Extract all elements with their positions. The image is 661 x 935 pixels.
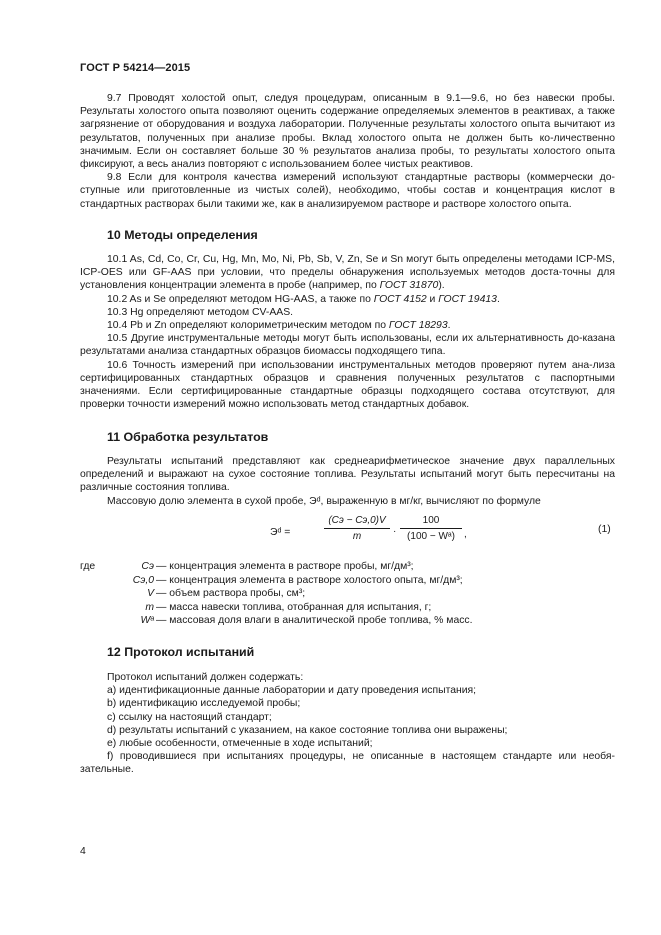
formula-numerator-1: (Cэ − Cэ,0)V xyxy=(328,515,386,526)
section-11-title: 11 Обработка результатов xyxy=(107,430,269,444)
list-item: b) идентификацию исследуемой пробы; xyxy=(107,698,301,710)
formula-dot: · xyxy=(393,526,397,537)
legend-text: — масса навески топлива, отобранная для испытания, г; xyxy=(156,601,432,613)
legend-text: — концентрация элемента в растворе холостого опыта, мг/дм³; xyxy=(156,574,463,586)
paragraph-10-6: 10.6 Точность измерений при использовании инструментальных методов проверяют путем ана-лиза сертифицированных стандартных образцов и сравнения полученных результатов с паспортными значениями. Если сертифицированные стандартные образцы подходящего состава отсутствуют, для проверки точности измерений можно использовать метод стандартных добавок. xyxy=(80,359,615,411)
legend-symbol: V xyxy=(147,588,154,600)
paragraph-11-2: Массовую долю элемента в сухой пробе, Эᵈ, выраженную в мг/кг, вычисляют по формуле xyxy=(107,495,541,507)
ref-gost-18293: ГОСТ 18293 xyxy=(388,320,448,332)
section-10-title: 10 Методы определения xyxy=(107,228,258,242)
formula-numerator-2: 100 xyxy=(422,515,440,526)
legend-row xyxy=(80,601,615,615)
list-item: e) любые особенности, отмеченные в ходе испытаний; xyxy=(107,738,373,750)
formula-fraction-2 xyxy=(400,515,462,542)
paragraph-10-5: 10.5 Другие инструментальные методы могут быть использованы, если их альтернативность до-казана результатами анализа стандартных образцов биомассы подходящего типа. xyxy=(80,333,615,358)
section-9-text xyxy=(80,92,615,211)
legend-text: — концентрация элемента в растворе пробы, мг/дм³; xyxy=(156,561,414,572)
document-header: ГОСТ Р 54214—2015 xyxy=(80,62,191,74)
paragraph-10-3: 10.3 Hg определяют методом CV-AAS. xyxy=(107,306,294,318)
paragraph-11-1: Результаты испытаний представляют как среднеарифметическое значение двух параллельных определений и выражают на сухое состояние топлива. Результаты испытаний могут быть пересчитаны на различные состояния топлива. xyxy=(80,456,615,494)
section-11-text xyxy=(80,455,615,508)
formula-1 xyxy=(270,515,620,553)
paragraph-10-2: 10.2 As и Se определяют методом HG-AAS, а также по ГОСТ 4152 и ГОСТ 19413. xyxy=(107,293,500,305)
ref-gost-19413: ГОСТ 19413 xyxy=(438,293,497,305)
section-10-text xyxy=(80,253,615,411)
legend-row xyxy=(80,587,615,601)
section-12-text xyxy=(80,671,615,777)
formula-denominator-2: (100 − Wᵃ) xyxy=(407,531,455,542)
paragraph-12-intro: Протокол испытаний должен содержать: xyxy=(107,672,304,683)
legend-symbol: Wᵃ xyxy=(140,615,154,627)
list-item: d) результаты испытаний с указанием, на какое состояние топлива они выражены; xyxy=(107,724,508,736)
formula-denominator-1: m xyxy=(352,531,362,542)
paragraph-9-7: 9.7 Проводят холостой опыт, следуя процедурам, описанным в 9.1—9.6, но без навески пробы. Результаты холостого опыта позволяют оценить содержание определяемых элементов в реактивах, а также загрязнение от оборудования и воздуха лаборатории. Полученные результаты холостого опыта вычитают из результатов, полученных при анализе пробы. Вклад холостого опыта не должен быть ко-личественно значимым. Если он составляет больше 30 % результатов анализа пробы, то результаты холостого опыта фиксируют, а весь анализ повторяют с использованием более чистых реактивов. xyxy=(80,93,615,171)
paragraph-10-1: 10.1 As, Cd, Co, Cr, Cu, Hg, Mn, Mo, Ni, Pb, Sb, V, Zn, Se и Sn могут быть определены методами ICP-MS, ICP-OES или GF-AAS при условии, что пределы обнаружения используемых методов доста-точны для установления концентрации элемента в пробе (например, по ГОСТ 31870). xyxy=(80,254,615,292)
legend-row xyxy=(80,560,615,574)
legend-where: где xyxy=(80,561,96,572)
list-item: f) проводившиеся при испытаниях процедуры, не описанные в настоящем стандарте или необя-зательные. xyxy=(80,751,615,776)
formula-number: (1) xyxy=(598,524,611,535)
legend-row xyxy=(80,614,615,628)
formula-lhs: Эᵈ = xyxy=(270,527,291,538)
legend-text: — объем раствора пробы, см³; xyxy=(156,588,306,600)
legend-symbol: m xyxy=(145,601,154,613)
legend-symbol: Cэ xyxy=(141,561,154,572)
paragraph-9-8: 9.8 Если для контроля качества измерений используют стандартные растворы (коммерчески до-ступные или приготовленные из чистых солей), необходимо, чтобы состав и концентрация кислот в стандартных растворах были такими же, как в анализируемом растворе и растворе холостого опыта. xyxy=(80,172,615,210)
list-item: а) идентификационные данные лаборатории и дату проведения испытания; xyxy=(107,685,477,697)
formula-legend xyxy=(80,560,615,628)
formula-fraction-1 xyxy=(324,515,390,542)
page-number: 4 xyxy=(80,846,86,857)
legend-text: — массовая доля влаги в аналитической пробе топлива, % масс. xyxy=(156,615,473,627)
section-12-title: 12 Протокол испытаний xyxy=(107,645,255,659)
ref-gost-31870: ГОСТ 31870 xyxy=(379,280,439,292)
ref-gost-4152: ГОСТ 4152 xyxy=(373,293,427,305)
formula-comma: , xyxy=(464,529,467,540)
legend-symbol: Cэ,0 xyxy=(132,574,154,586)
paragraph-10-4: 10.4 Pb и Zn определяют колориметрическим методом по ГОСТ 18293. xyxy=(107,320,451,332)
legend-row xyxy=(80,574,615,588)
list-item: c) ссылку на настоящий стандарт; xyxy=(107,711,272,723)
